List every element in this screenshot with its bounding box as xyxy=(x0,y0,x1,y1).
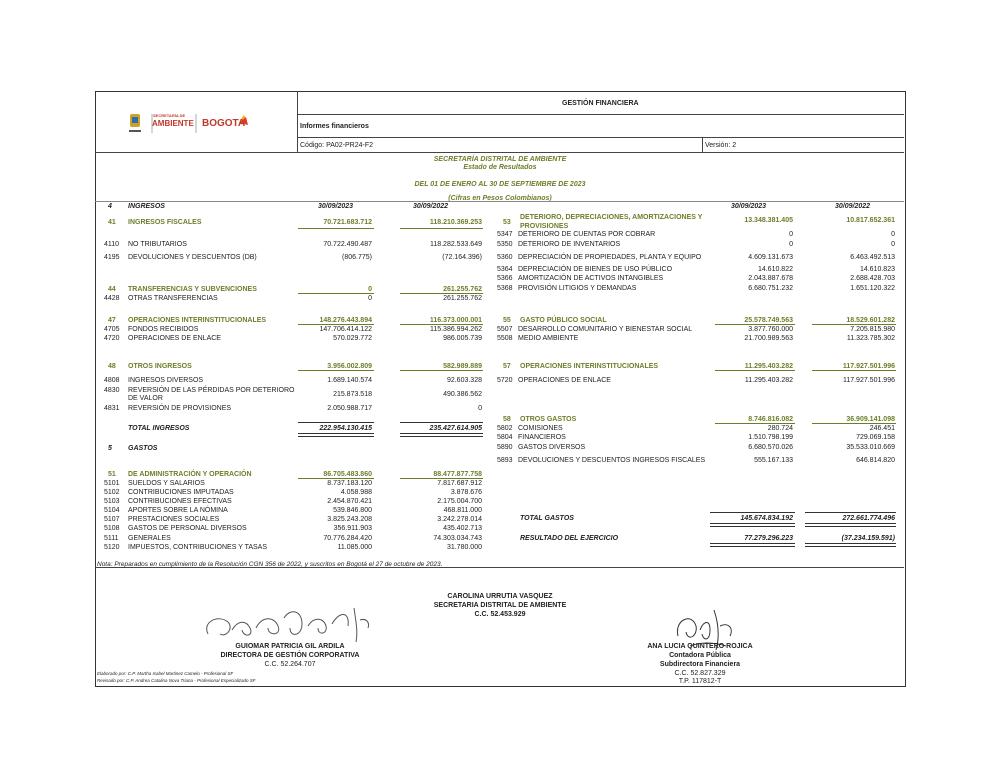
row-value-2: (72.164.396) xyxy=(442,254,482,261)
total-ingresos-label: TOTAL INGRESOS xyxy=(128,425,190,432)
header-title: GESTIÓN FINANCIERA xyxy=(562,100,639,107)
row-value-2: 14.610.823 xyxy=(859,266,895,273)
row-label: CONTRIBUCIONES EFECTIVAS xyxy=(128,498,232,505)
resultado-value-1: 77.279.296.223 xyxy=(744,535,793,542)
group-value-1: 148.276.443.894 xyxy=(319,317,372,324)
total-double-rule xyxy=(400,433,483,437)
group-underline xyxy=(812,370,896,371)
group-value-1: 86.705.483.860 xyxy=(323,471,372,478)
row-code: 4705 xyxy=(104,326,120,333)
group-value-2: 18.529.601.282 xyxy=(846,317,895,324)
row-label: DETERIORO DE INVENTARIOS xyxy=(518,241,621,248)
signer-left-id: C.C. 52.264.707 xyxy=(264,661,316,668)
logo-bogota-text: BOGOTA xyxy=(202,118,246,129)
row-label: DEVOLUCIONES Y DESCUENTOS (DB) xyxy=(128,254,257,261)
row-value-1: 4.609.131.673 xyxy=(748,254,793,261)
row-code: 5508 xyxy=(497,335,513,342)
group-value-2: 88.477.877.758 xyxy=(433,471,482,478)
row-value-1: 2.050.988.717 xyxy=(327,405,372,412)
group-code: 53 xyxy=(503,219,511,226)
group-value-1: 11.295.403.282 xyxy=(744,363,793,370)
group-value-2: 118.210.369.253 xyxy=(429,219,482,226)
heading-rule xyxy=(95,201,904,202)
header-rule xyxy=(95,152,904,153)
row-code: 5104 xyxy=(104,507,120,514)
group-value-1: 0 xyxy=(368,286,372,293)
group-code: 58 xyxy=(503,416,511,423)
total-ingresos-value-1: 222.954.130.415 xyxy=(319,425,372,432)
row-code: 5107 xyxy=(104,516,120,523)
row-value-2: 468.811.000 xyxy=(443,507,482,514)
row-value-1: 1.689.140.574 xyxy=(327,377,372,384)
row-code: 5368 xyxy=(497,285,513,292)
row-value-2: 6.463.492.513 xyxy=(850,254,895,261)
header-divider xyxy=(702,137,703,152)
total-ingresos-value-2: 235.427.614.905 xyxy=(429,425,482,432)
signer-left-role: DIRECTORA DE GESTIÓN CORPORATIVA xyxy=(220,652,360,659)
gastos-label: GASTOS xyxy=(128,445,158,452)
row-code: 5364 xyxy=(497,266,513,273)
row-label: OPERACIONES DE ENLACE xyxy=(128,335,221,342)
resultado-double-rule xyxy=(710,543,795,547)
row-label: REVERSIÓN DE PROVISIONES xyxy=(128,405,232,412)
row-value-1: 70.776.284.420 xyxy=(323,535,372,542)
row-value-1: 555.167.133 xyxy=(754,457,793,464)
row-label: OTRAS TRANSFERENCIAS xyxy=(128,295,218,302)
resultado-double-rule xyxy=(805,543,896,547)
header-divider xyxy=(297,91,298,152)
row-value-2: 646.814.820 xyxy=(856,457,895,464)
row-value-2: 986.005.739 xyxy=(443,335,482,342)
row-value-1: 70.722.490.487 xyxy=(323,241,372,248)
group-underline xyxy=(298,370,374,371)
group-value-1: 25.578.749.563 xyxy=(744,317,793,324)
logo-secretaria-text: SECRETARÍA DE xyxy=(153,113,186,118)
row-label: DEPRECIACIÓN DE PROPIEDADES, PLANTA Y EQUIPO xyxy=(518,254,702,261)
row-code: 4110 xyxy=(104,241,120,248)
row-code: 5802 xyxy=(497,425,513,432)
group-value-2: 36.909.141.098 xyxy=(846,416,895,423)
row-value-2: 74.303.034.743 xyxy=(433,535,482,542)
group-label: INGRESOS FISCALES xyxy=(128,219,202,226)
row-code: 5102 xyxy=(104,489,120,496)
row-value-1: 14.610.822 xyxy=(757,266,793,273)
row-value-1: 539.846.800 xyxy=(333,507,372,514)
row-value-1: 2.454.870.421 xyxy=(327,498,372,505)
group-underline xyxy=(400,370,483,371)
row-value-1: 356.911.903 xyxy=(333,525,372,532)
section-label: INGRESOS xyxy=(128,203,165,210)
total-gastos-label: TOTAL GASTOS xyxy=(520,515,574,522)
row-value-2: 7.817.687.912 xyxy=(437,480,482,487)
signer-center-name: CAROLINA URRUTIA VASQUEZ xyxy=(447,593,553,600)
row-value-2: 11.323.785.302 xyxy=(846,335,895,342)
row-value-1: 4.058.988 xyxy=(340,489,372,496)
row-label: GASTOS DIVERSOS xyxy=(518,444,586,451)
row-value-1: 6.680.570.026 xyxy=(748,444,793,451)
row-label: IMPUESTOS, CONTRIBUCIONES Y TASAS xyxy=(128,544,267,551)
group-value-1: 13.348.381.405 xyxy=(744,217,793,224)
col-date-1: 30/09/2023 xyxy=(318,203,354,210)
row-value-2: 490.386.562 xyxy=(443,391,482,398)
resultado-value-2: (37.234.159.591) xyxy=(841,535,895,542)
signer-right-tp: T.P. 117812-T xyxy=(678,678,722,685)
group-value-2: 10.817.652.361 xyxy=(846,217,895,224)
row-label: NO TRIBUTARIOS xyxy=(128,241,187,248)
row-code: 5350 xyxy=(497,241,513,248)
revisado-por: Revisado por: C.P. Andrea Catalina Nova Triana - Profesional Especializado SF xyxy=(97,678,256,683)
row-label: SUELDOS Y SALARIOS xyxy=(128,480,205,487)
row-label-cont: DE VALOR xyxy=(128,395,163,402)
group-label: OTROS GASTOS xyxy=(520,416,577,423)
row-value-2: 115.386.994.262 xyxy=(429,326,482,333)
elaborado-por: Elaborado por: C.P. Martha Isabel Martinez Camelo - Profesional SF xyxy=(97,671,234,676)
total-gastos-value-2: 272.661.774.496 xyxy=(842,515,895,522)
header-rule xyxy=(297,114,904,115)
group-underline xyxy=(715,370,795,371)
report-period: DEL 01 DE ENERO AL 30 DE SEPTIEMBRE DE 2023 xyxy=(414,181,586,188)
row-code: 4195 xyxy=(104,254,120,261)
row-value-1: 215.873.518 xyxy=(333,391,372,398)
total-double-rule xyxy=(710,523,795,527)
row-value-1: (806.775) xyxy=(342,254,372,261)
row-label: MEDIO AMBIENTE xyxy=(518,335,579,342)
group-label: DETERIORO, DEPRECIACIONES, AMORTIZACIONES Y xyxy=(520,214,703,221)
total-rule xyxy=(298,422,374,423)
row-value-1: 3.877.760.000 xyxy=(748,326,793,333)
row-value-2: 0 xyxy=(891,231,895,238)
row-label: OPERACIONES DE ENLACE xyxy=(518,377,611,384)
row-value-2: 3.242.278.014 xyxy=(437,516,482,523)
group-code: 55 xyxy=(503,317,511,324)
col-date-1-right: 30/09/2023 xyxy=(731,203,767,210)
signer-right-role-2: Subdirectora Financiera xyxy=(659,661,741,668)
row-code: 5347 xyxy=(497,231,513,238)
row-code: 5890 xyxy=(497,444,513,451)
row-value-2: 729.069.158 xyxy=(856,434,895,441)
row-code: 4808 xyxy=(104,377,120,384)
row-label: INGRESOS DIVERSOS xyxy=(128,377,204,384)
total-rule xyxy=(710,512,795,513)
col-date-2: 30/09/2022 xyxy=(413,203,449,210)
row-label: PROVISIÓN LITIGIOS Y DEMANDAS xyxy=(518,285,637,292)
signer-right-id: C.C. 52.827.329 xyxy=(674,670,726,677)
row-code: 5103 xyxy=(104,498,120,505)
resultado-label: RESULTADO DEL EJERCICIO xyxy=(520,535,619,542)
row-value-1: 1.510.798.199 xyxy=(748,434,793,441)
row-label: DEVOLUCIONES Y DESCUENTOS INGRESOS FISCALES xyxy=(518,457,706,464)
row-value-2: 0 xyxy=(478,405,482,412)
row-value-2: 92.603.328 xyxy=(446,377,482,384)
row-label: AMORTIZACIÓN DE ACTIVOS INTANGIBLES xyxy=(518,275,664,282)
gastos-code: 5 xyxy=(108,445,112,452)
footer-note: Nota: Preparados en cumplimiento de la Resolución CGN 356 de 2022, y suscritos en Bogotá el 27 de octubre de 2023. xyxy=(97,561,443,568)
row-value-1: 21.700.989.563 xyxy=(744,335,793,342)
row-value-2: 118.282.533.649 xyxy=(429,241,482,248)
row-value-2: 2.688.428.703 xyxy=(850,275,895,282)
row-value-1: 2.043.887.678 xyxy=(748,275,793,282)
row-value-1: 6.680.751.232 xyxy=(748,285,793,292)
col-date-2-right: 30/09/2022 xyxy=(835,203,871,210)
row-code: 4720 xyxy=(104,335,120,342)
group-code: 48 xyxy=(108,363,116,370)
row-value-2: 2.175.004.700 xyxy=(437,498,482,505)
row-code: 5360 xyxy=(497,254,513,261)
row-label: GENERALES xyxy=(128,535,171,542)
row-label: CONTRIBUCIONES IMPUTADAS xyxy=(128,489,234,496)
signer-right-role-1: Contadora Pública xyxy=(669,652,731,659)
row-code: 5804 xyxy=(497,434,513,441)
row-code: 5111 xyxy=(104,535,119,542)
report-statement: Estado de Resultados xyxy=(463,164,537,171)
group-code: 44 xyxy=(108,286,116,293)
row-value-2: 31.780.000 xyxy=(446,544,482,551)
row-code: 5101 xyxy=(104,480,120,487)
signer-center-role: SECRETARIA DISTRITAL DE AMBIENTE xyxy=(433,602,567,609)
group-code: 57 xyxy=(503,363,511,370)
row-value-2: 35.533.010.669 xyxy=(846,444,895,451)
row-value-1: 0 xyxy=(789,241,793,248)
group-value-2: 582.989.889 xyxy=(443,363,482,370)
row-value-1: 11.085.000 xyxy=(337,544,372,551)
row-value-1: 11.295.403.282 xyxy=(744,377,793,384)
total-rule xyxy=(805,512,896,513)
total-rule xyxy=(400,422,483,423)
row-value-2: 117.927.501.996 xyxy=(842,377,895,384)
group-underline xyxy=(400,228,483,229)
group-label-cont: PROVISIONES xyxy=(520,223,569,230)
row-value-2: 3.878.676 xyxy=(450,489,482,496)
section-code: 4 xyxy=(108,203,112,210)
group-label: DE ADMINISTRACIÓN Y OPERACIÓN xyxy=(128,471,252,478)
total-double-rule xyxy=(805,523,896,527)
row-label: FONDOS RECIBIDOS xyxy=(128,326,199,333)
row-code: 5893 xyxy=(497,457,513,464)
row-code: 5120 xyxy=(104,544,120,551)
group-label: OTROS INGRESOS xyxy=(128,363,192,370)
row-value-2: 246.451 xyxy=(869,425,895,432)
row-label: REVERSIÓN DE LAS PÉRDIDAS POR DETERIORO xyxy=(128,387,295,394)
row-value-1: 3.825.243.208 xyxy=(327,516,372,523)
group-value-2: 261.255.762 xyxy=(443,286,482,293)
group-value-1: 70.721.683.712 xyxy=(323,219,372,226)
group-code: 41 xyxy=(108,219,116,226)
row-value-2: 435.402.713 xyxy=(443,525,482,532)
row-value-1: 8.737.183.120 xyxy=(327,480,372,487)
header-code: Código: PA02-PR24-F2 xyxy=(300,142,374,149)
row-label: PRESTACIONES SOCIALES xyxy=(128,516,220,523)
signer-right-name: ANA LUCIA QUINTERO ROJICA xyxy=(647,643,753,650)
signer-left-name: GUIOMAR PATRICIA GIL ARDILA xyxy=(235,643,345,650)
header-version: Versión: 2 xyxy=(705,142,737,149)
group-value-2: 116.373.000.001 xyxy=(429,317,482,324)
row-code: 5507 xyxy=(497,326,513,333)
group-value-1: 8.746.816.082 xyxy=(748,416,793,423)
header-subtitle: Informes financieros xyxy=(300,123,369,130)
logo-ambiente-text: AMBIENTE xyxy=(152,119,194,128)
row-code: 4428 xyxy=(104,295,120,302)
row-code: 4830 xyxy=(104,387,120,394)
row-value-2: 0 xyxy=(891,241,895,248)
row-code: 5720 xyxy=(497,377,513,384)
row-code: 5366 xyxy=(497,275,513,282)
row-code: 4831 xyxy=(104,405,120,412)
row-value-1: 0 xyxy=(368,295,372,302)
report-entity: SECRETARÍA DISTRITAL DE AMBIENTE xyxy=(433,156,567,163)
header-rule xyxy=(297,137,904,138)
group-label: TRANSFERENCIAS Y SUBVENCIONES xyxy=(128,286,257,293)
row-code: 5108 xyxy=(104,525,120,532)
group-code: 51 xyxy=(108,471,116,478)
row-value-1: 0 xyxy=(789,231,793,238)
row-label: DESARROLLO COMUNITARIO Y BIENESTAR SOCIAL xyxy=(518,326,693,333)
total-gastos-value-1: 145.674.834.192 xyxy=(740,515,793,522)
group-value-1: 3.956.002.809 xyxy=(327,363,372,370)
row-label: APORTES SOBRE LA NÓMINA xyxy=(128,507,228,514)
row-value-2: 7.205.815.980 xyxy=(850,326,895,333)
row-value-2: 1.651.120.322 xyxy=(850,285,895,292)
row-value-1: 280.724 xyxy=(767,425,793,432)
total-double-rule xyxy=(298,433,374,437)
row-label: FINANCIEROS xyxy=(518,434,566,441)
group-underline xyxy=(298,228,374,229)
row-label: DETERIORO DE CUENTAS POR COBRAR xyxy=(518,231,656,238)
row-value-1: 570.029.772 xyxy=(333,335,372,342)
group-label: OPERACIONES INTERINSTITUCIONALES xyxy=(128,317,267,324)
group-value-2: 117.927.501.996 xyxy=(842,363,895,370)
signer-center-id: C.C. 52.453.929 xyxy=(474,611,526,618)
row-label: COMISIONES xyxy=(518,425,563,432)
group-code: 47 xyxy=(108,317,116,324)
row-value-1: 147.706.414.122 xyxy=(319,326,372,333)
group-label: OPERACIONES INTERINSTITUCIONALES xyxy=(520,363,659,370)
row-value-2: 261.255.762 xyxy=(443,295,482,302)
row-label: DEPRECIACIÓN DE BIENES DE USO PÚBLICO xyxy=(518,266,673,273)
row-label: GASTOS DE PERSONAL DIVERSOS xyxy=(128,525,247,532)
report-currency: (Cifras en Pesos Colombianos) xyxy=(448,195,552,202)
group-label: GASTO PÚBLICO SOCIAL xyxy=(520,317,607,324)
